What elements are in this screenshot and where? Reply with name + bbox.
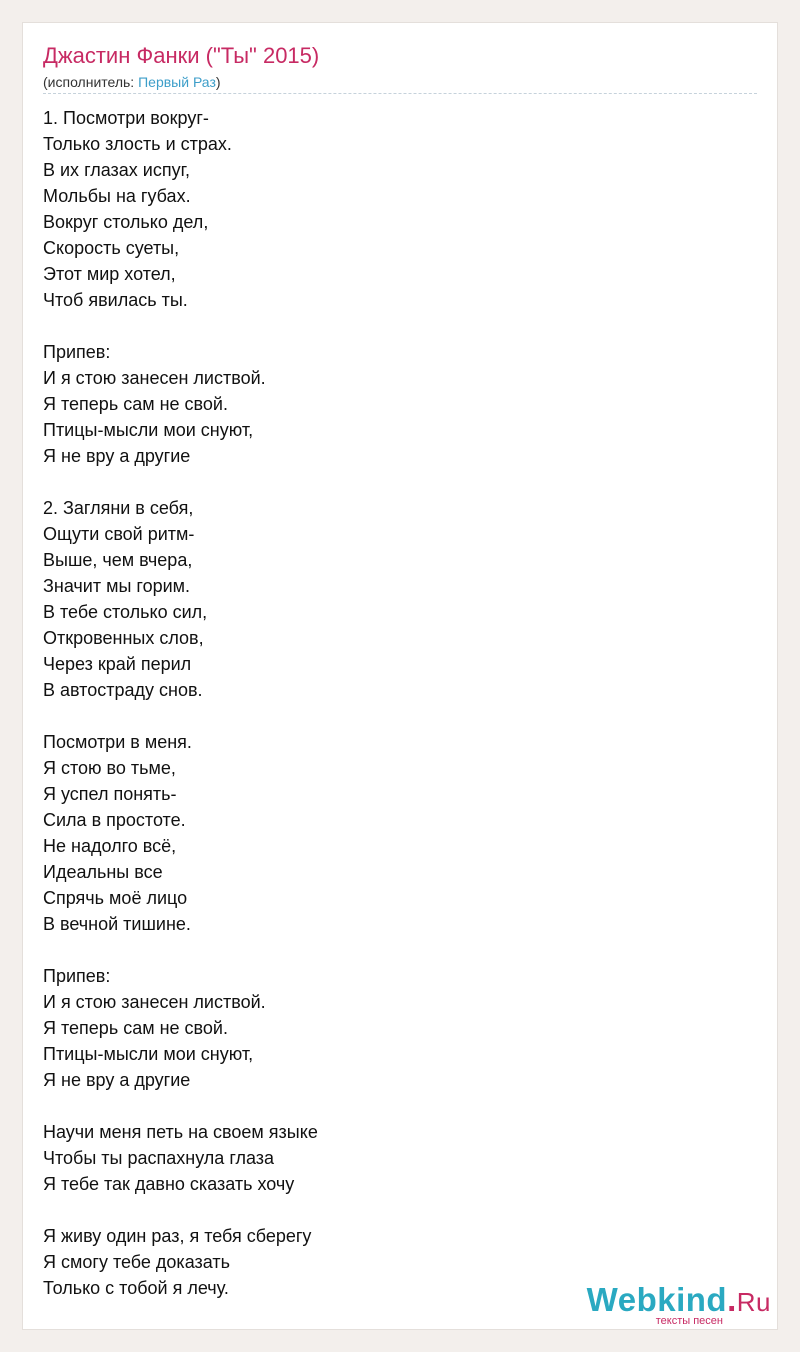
- lyrics-card: [22, 22, 778, 1330]
- artist-line: [43, 73, 221, 91]
- artist-link[interactable]: Первый Раз: [138, 74, 216, 90]
- logo-tagline: тексты песен: [655, 1315, 723, 1327]
- artist-prefix: (исполнитель:: [43, 74, 139, 90]
- logo-word: Webkind: [586, 1281, 728, 1318]
- logo-dot: .: [727, 1281, 737, 1318]
- logo-wordmark: [587, 1283, 771, 1319]
- lyrics-text: 1. Посмотри вокруг- Только злость и страх. В их глазах испуг, Мольбы на губах. Вокруг столько дел, Скорость суеты, Этот мир хотел, Чтоб явилась ты. Припев: И я стою занесен листвой. Я теперь сам не свой. Птицы-мысли мои снуют, Я не вру а другие 2. Загляни в себя, Ощути свой ритм- Выше, чем вчера, Значит мы горим. В тебе столько сил, Откровенных слов, Через край перил В автостраду снов. Посмотри в меня. Я стою во тьме, Я успел понять- Сила в простоте. Не надолго всё, Идеальны все Спрячь моё лицо В вечной тишине. Припев: И я стою занесен листвой. Я теперь сам не свой. Птицы-мысли мои снуют, Я не вру а другие Научи меня петь на своем языке Чтобы ты распахнула глаза Я тебе так давно сказать хочу Я живу один раз, я тебя сберегу Я смогу тебе доказать Только с тобой я лечу.: [43, 108, 318, 1298]
- title-divider: [43, 93, 757, 94]
- webkind-logo[interactable]: [586, 1281, 771, 1327]
- song-title: Джастин Фанки ("Ты" 2015): [43, 43, 320, 68]
- artist-suffix: ): [215, 74, 221, 90]
- logo-tld: Ru: [736, 1287, 771, 1317]
